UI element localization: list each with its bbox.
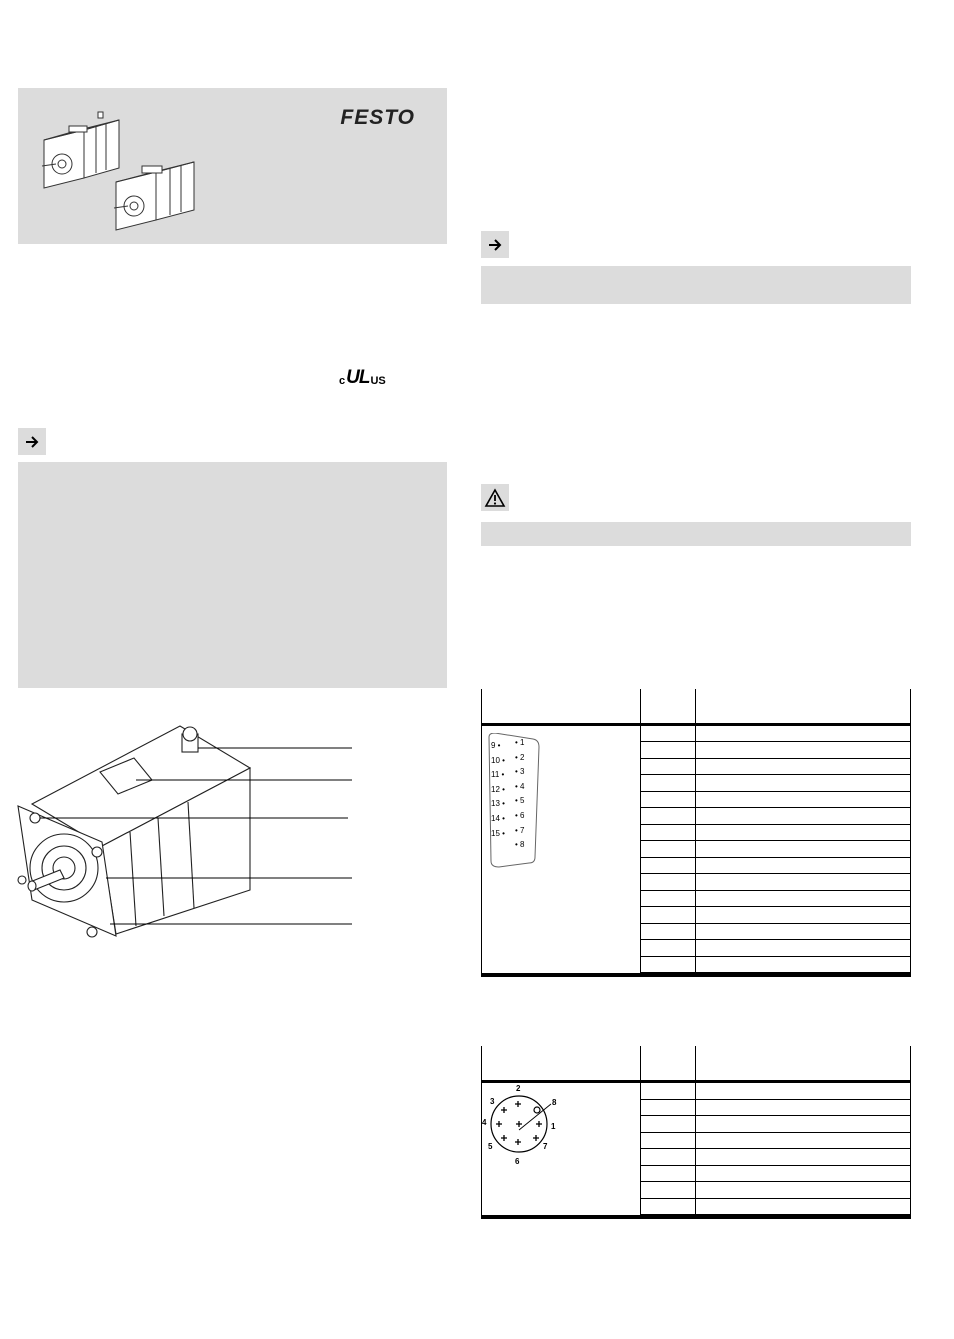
warning-box [481,522,911,546]
table-row [641,1166,910,1183]
pin-label: 2 [516,1084,521,1093]
festo-logo: FESTO [340,106,415,129]
table-row [641,1100,910,1117]
table-row [641,957,910,973]
note-marker [18,428,46,455]
culus-suffix: US [370,375,386,387]
warning-triangle-icon [484,488,506,508]
table-row [641,907,910,923]
table-row [641,841,910,857]
pin-label: 13 • [491,799,505,809]
pin-label: • 7 [515,825,525,835]
sub-d-pin-table [481,689,911,980]
table-row [641,792,910,808]
table-row [641,858,910,874]
motor-diagram-icon [12,722,362,952]
table-row [641,808,910,824]
table-row [641,726,910,742]
pin-label: 14 • [491,814,505,823]
pin-label: 12 • [491,784,505,794]
pin-label: 9 • [491,741,501,750]
table-row [641,1083,910,1100]
table-row [641,1149,910,1166]
table-row [641,742,910,758]
pin-label: 10 • [491,755,505,765]
pin-label: • 1 [515,738,525,747]
pin-label: • 2 [515,752,525,762]
culus-prefix: c [339,375,346,387]
table-row [641,759,910,775]
table-row [641,1116,910,1133]
table-row [641,891,910,907]
table-row [641,940,910,956]
table-row [641,1182,910,1199]
pin-label: 11 • [491,770,505,780]
pin-label: 8 [552,1098,557,1107]
table-row [641,874,910,890]
round-pin-table [481,1046,911,1221]
warning-marker [481,484,509,511]
pin-label: 3 [490,1097,495,1106]
product-banner [18,88,447,244]
table-row [641,1199,910,1216]
note-box-right [481,266,911,304]
pin-label: 7 [543,1142,548,1151]
table-row [641,775,910,791]
pin-label: • 4 [515,781,525,791]
pin-label: • 8 [515,840,525,850]
pin-label: 5 [488,1142,493,1151]
arrow-right-icon [488,239,502,251]
table-row [641,924,910,940]
culus-certification-mark [339,368,386,387]
table-row [641,825,910,841]
ul-logo: UL [346,367,370,388]
note-box-left [18,462,447,688]
arrow-right-icon [25,436,39,448]
table-row [641,1133,910,1150]
pin-label: 6 [515,1157,520,1166]
pin-label: • 3 [515,767,525,777]
pin-label: • 6 [515,811,525,820]
pin-label: 4 [482,1118,487,1127]
pin-label: 15 • [491,828,505,838]
motor-product-icon [24,102,224,232]
pin-label: 1 [551,1122,556,1131]
note-marker-right [481,231,509,258]
pin-label: • 5 [515,796,525,806]
